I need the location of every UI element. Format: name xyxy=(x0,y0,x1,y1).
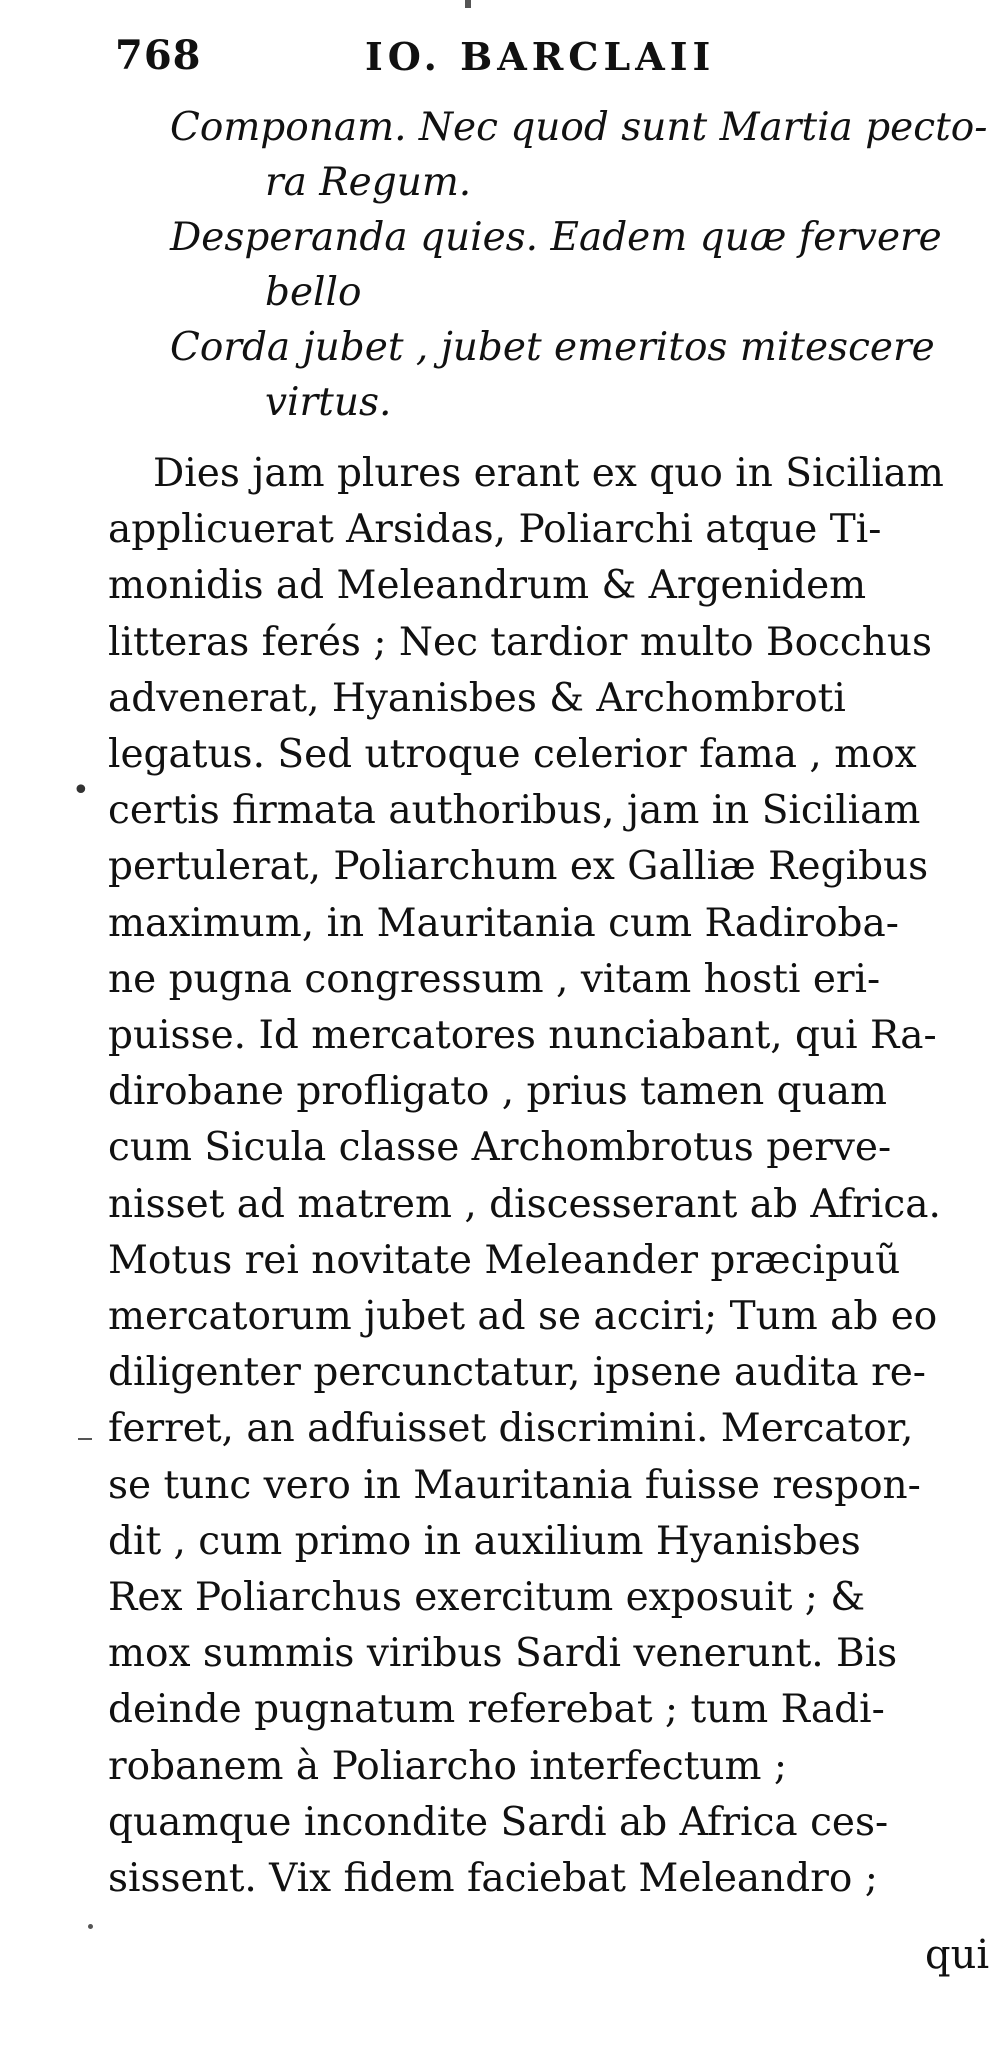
prose-line: quamque incondite Sardi ab Africa ces- xyxy=(108,1799,889,1845)
prose-block xyxy=(108,446,998,1907)
prose-line: sissent. Vix fidem faciebat Meleandro ; xyxy=(108,1856,878,1902)
prose-line: cum Sicula classe Archombrotus perve- xyxy=(108,1125,892,1171)
prose-line: dirobane profligato , prius tamen quam xyxy=(108,1069,887,1115)
prose-line: dit , cum primo in auxilium Hyanisbes xyxy=(108,1518,861,1564)
verse-block xyxy=(170,100,1000,430)
page-header xyxy=(115,32,835,82)
verse-line: virtus. xyxy=(265,380,392,425)
catchword: qui xyxy=(925,1932,990,1978)
verse-line: Desperanda quies. Eadem quæ fervere xyxy=(170,215,942,260)
prose-line: litteras ferés ; Nec tardior multo Bocchus xyxy=(108,619,933,665)
prose-line: Dies jam plures erant ex quo in Siciliam xyxy=(153,451,944,496)
running-head: IO. BARCLAII xyxy=(365,34,716,79)
prose-line: nisset ad matrem , discesserant ab Africa. xyxy=(108,1181,941,1227)
margin-dot: • xyxy=(72,773,90,808)
prose-line: certis firmata authoribus, jam in Siciliam xyxy=(108,788,921,834)
prose-line: Rex Poliarchus exercitum exposuit ; & xyxy=(108,1575,866,1621)
prose-line: legatus. Sed utroque celerior fama , mox xyxy=(108,732,917,778)
prose-line: pertulerat, Poliarchum ex Galliæ Regibus xyxy=(108,844,929,890)
prose-line: mox summis viribus Sardi venerunt. Bis xyxy=(108,1631,898,1677)
margin-dash xyxy=(78,1438,92,1440)
verse-line: Corda jubet , jubet emeritos mitescere xyxy=(170,325,935,370)
prose-line: monidis ad Meleandrum & Argenidem xyxy=(108,563,867,609)
prose-line: advenerat, Hyanisbes & Archombroti xyxy=(108,675,846,721)
prose-line: ferret, an adfuisset discrimini. Mercator, xyxy=(108,1406,914,1452)
prose-line: applicuerat Arsidas, Poliarchi atque Ti- xyxy=(108,507,882,553)
margin-speck xyxy=(88,1924,93,1929)
prose-line: maximum, in Mauritania cum Radiroba- xyxy=(108,900,899,946)
prose-line: puisse. Id mercatores nunciabant, qui Ra- xyxy=(108,1013,937,1059)
verse-line: ra Regum. xyxy=(265,160,472,205)
prose-line: mercatorum jubet ad se acciri; Tum ab eo xyxy=(108,1294,938,1340)
prose-line: ne pugna congressum , vitam hosti eri- xyxy=(108,956,881,1002)
page-number: 768 xyxy=(115,32,202,79)
verse-line: Componam. Nec quod sunt Martia pecto- xyxy=(170,105,988,150)
verse-line: bello xyxy=(265,270,362,315)
prose-line: Motus rei novitate Meleander præcipuũ xyxy=(108,1237,901,1283)
prose-line: diligenter percunctatur, ipsene audita re- xyxy=(108,1350,926,1396)
prose-line: deinde pugnatum referebat ; tum Radi- xyxy=(108,1687,885,1733)
prose-line: se tunc vero in Mauritania fuisse respon- xyxy=(108,1462,921,1508)
prose-line: robanem à Poliarcho interfectum ; xyxy=(108,1743,788,1789)
top-ink-mark xyxy=(465,0,471,8)
